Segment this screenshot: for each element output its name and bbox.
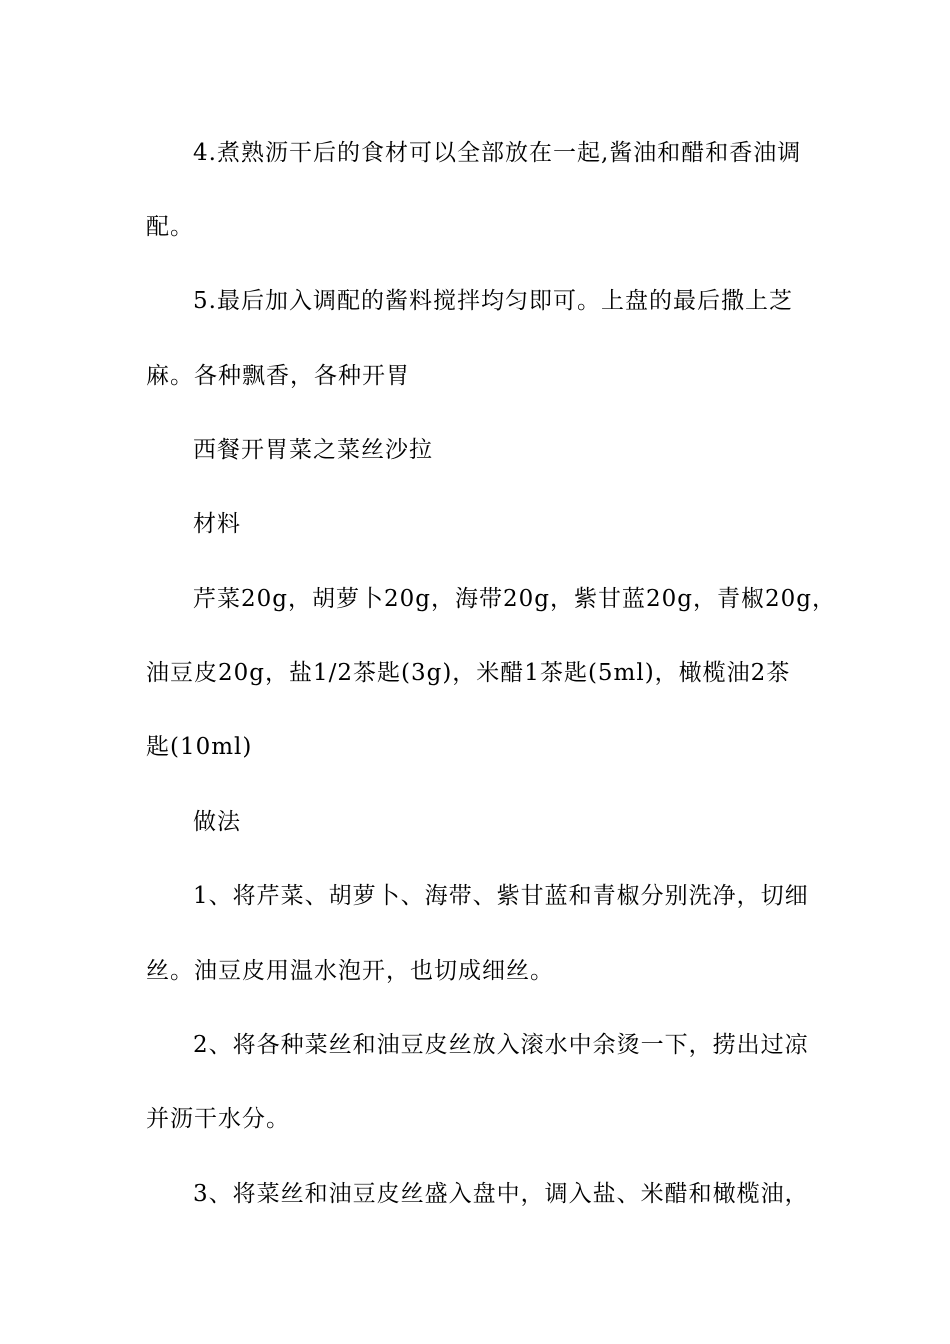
ingredients-line-1: 芹菜20g，胡萝卜20g，海带20g，紫甘蓝20g，青椒20g， xyxy=(193,586,836,612)
step-5-line-2: 麻。各种飘香，各种开胃 xyxy=(146,363,410,389)
method-step-2-line-2: 并沥干水分。 xyxy=(146,1106,290,1132)
method-heading: 做法 xyxy=(193,809,241,835)
step-4-line-2: 配。 xyxy=(146,214,194,240)
method-step-3-line-1: 3、将菜丝和油豆皮丝盛入盘中，调入盐、米醋和橄榄油， xyxy=(193,1181,809,1207)
ingredients-line-2: 油豆皮20g，盐1/2茶匙(3g)，米醋1茶匙(5ml)，橄榄油2茶 xyxy=(146,660,791,686)
step-4-line-1: 4.煮熟沥干后的食材可以全部放在一起,酱油和醋和香油调 xyxy=(193,140,802,166)
method-step-1-line-2: 丝。油豆皮用温水泡开，也切成细丝。 xyxy=(146,958,554,984)
step-5-line-1: 5.最后加入调配的酱料搅拌均匀即可。上盘的最后撒上芝 xyxy=(193,288,793,314)
ingredients-heading: 材料 xyxy=(193,511,241,537)
section-title: 西餐开胃菜之菜丝沙拉 xyxy=(193,437,433,463)
method-step-1-line-1: 1、将芹菜、胡萝卜、海带、紫甘蓝和青椒分别洗净，切细 xyxy=(193,883,809,909)
ingredients-line-3: 匙(10ml) xyxy=(146,734,253,760)
method-step-2-line-1: 2、将各种菜丝和油豆皮丝放入滚水中余烫一下，捞出过凉 xyxy=(193,1032,809,1058)
